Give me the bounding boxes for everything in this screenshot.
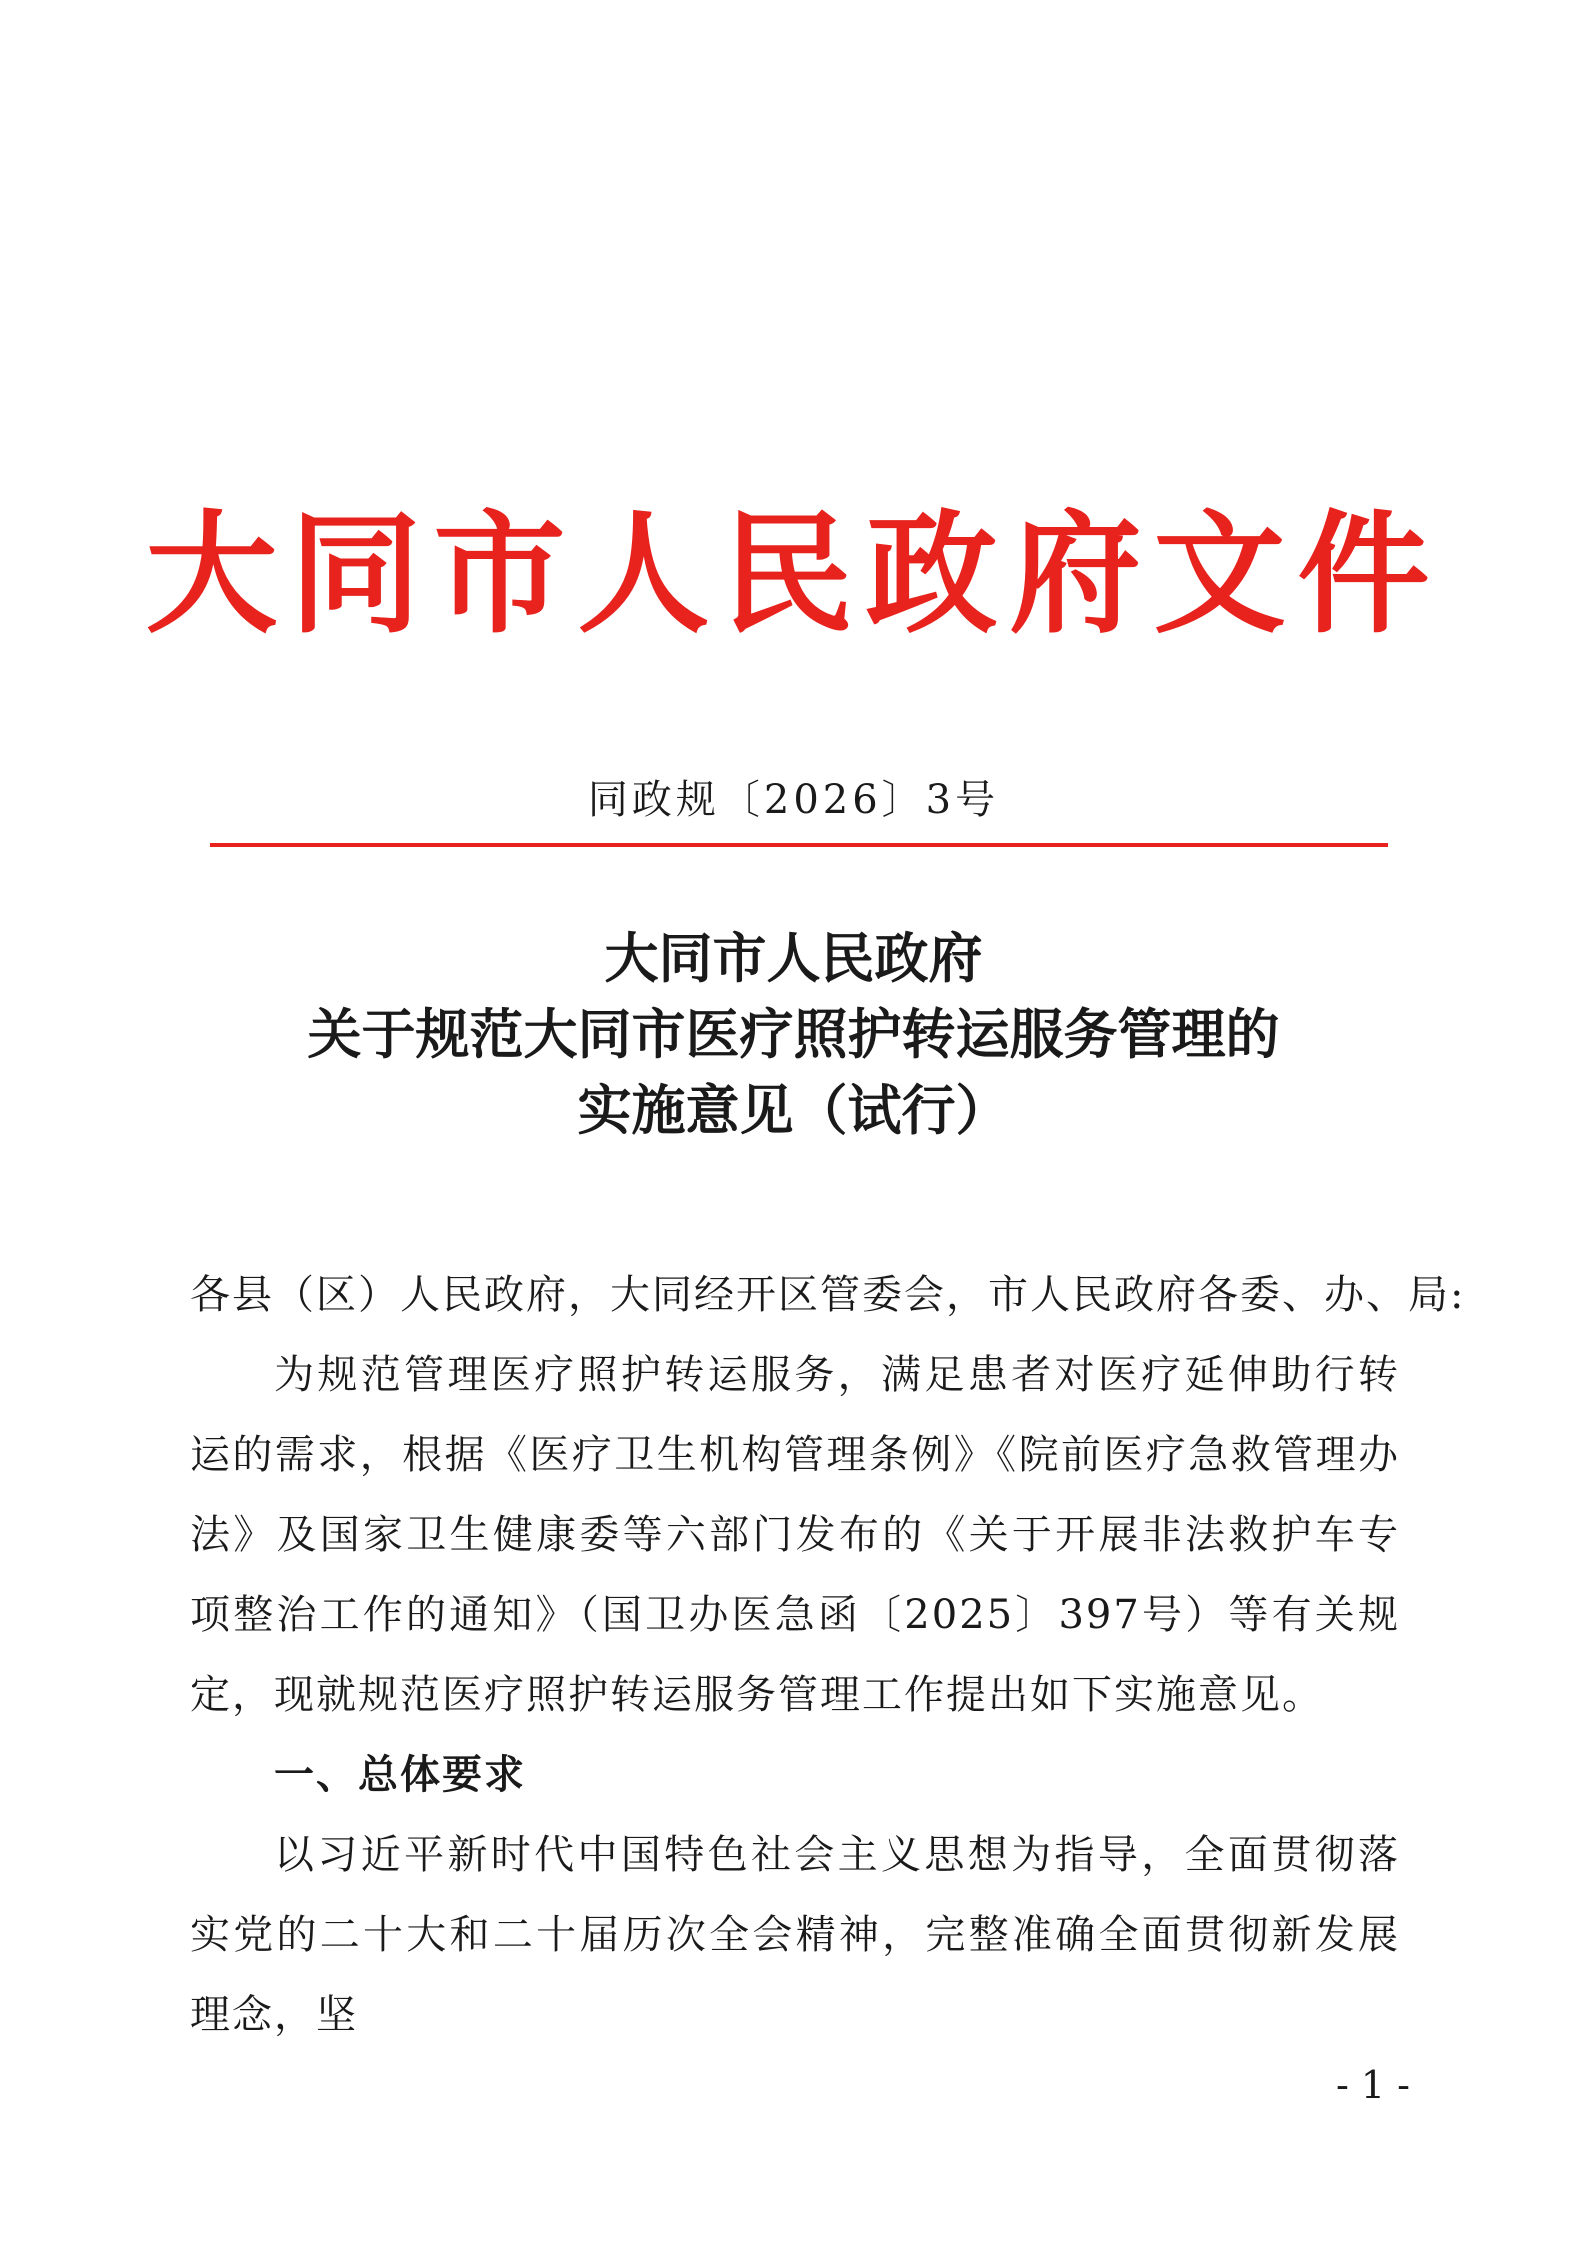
title-line-3: 实施意见（试行） [577, 1078, 1010, 1142]
body-paragraph-2: 以习近平新时代中国特色社会主义思想为指导，全面贯彻落实党的二十大和二十届历次全会精神，完整准确全面贯彻新发展理念，坚 [190, 1832, 1400, 2038]
document-number: 同政规〔2026〕3号 [587, 777, 1000, 823]
page-number: - 1 - [1335, 2063, 1410, 2107]
red-divider-line [210, 843, 1388, 847]
document-title [0, 920, 1587, 1148]
addressee-line: 各县（区）人民政府，大同经开区管委会，市人民政府各委、办、局: [190, 1272, 1466, 1318]
masthead-title: 大同市人民政府文件 [145, 497, 1442, 652]
title-line-1: 大同市人民政府 [604, 926, 983, 990]
title-line-2: 关于规范大同市医疗照护转运服务管理的 [307, 1002, 1280, 1066]
document-body [190, 1255, 1466, 2055]
section-heading-1: 一、总体要求 [274, 1752, 526, 1798]
body-paragraph-1: 为规范管理医疗照护转运服务，满足患者对医疗延伸助行转运的需求，根据《医疗卫生机构管理条例》《院前医疗急救管理办法》及国家卫生健康委等六部门发布的《关于开展非法救护车专项整治工作的通知》（国卫办医急函〔2025〕397号）等有关规定，现就规范医疗照护转运服务管理工作提出如下实施意见。 [190, 1352, 1400, 1718]
